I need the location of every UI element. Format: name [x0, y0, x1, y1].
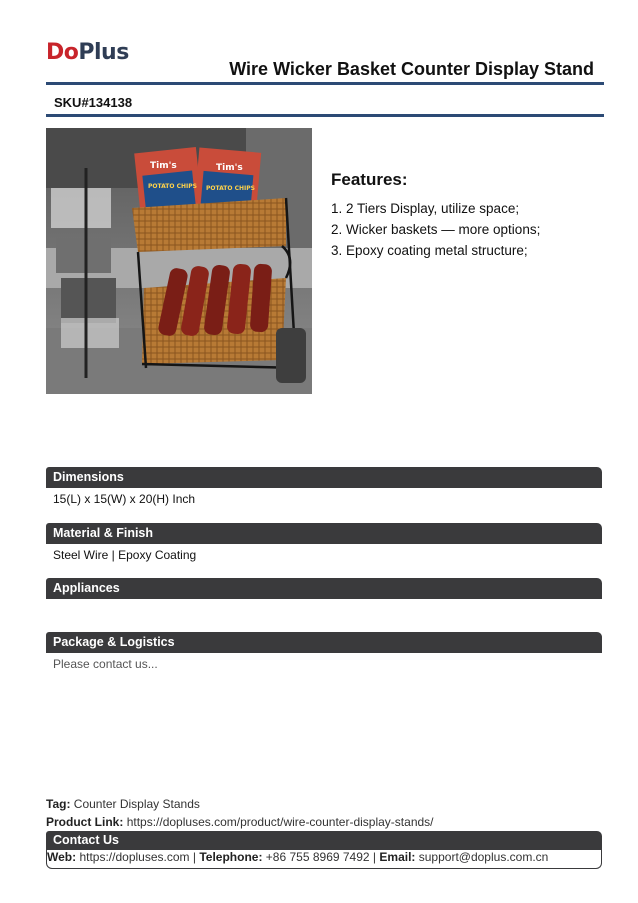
features-block — [331, 170, 601, 261]
separator: | — [372, 850, 377, 864]
contact-header: Contact Us — [46, 831, 602, 850]
sausages — [157, 263, 272, 337]
feature-item: 3. Epoxy coating metal structure; — [331, 243, 528, 258]
sku-label: SKU#134138 — [54, 95, 133, 110]
header-rule — [46, 82, 604, 85]
sku-rule — [46, 114, 604, 117]
page-title: Wire Wicker Basket Counter Display Stand — [229, 59, 594, 79]
logo-plus: Plus — [78, 40, 129, 65]
email-link[interactable]: support@doplus.com.cn — [418, 850, 549, 864]
product-link[interactable]: https://dopluses.com/product/wire-counter-display-stands/ — [126, 815, 434, 829]
product-photo-illustration — [46, 128, 312, 394]
telephone-label: Telephone: — [199, 850, 263, 864]
web-label: Web: — [47, 850, 77, 864]
bottle — [276, 328, 306, 383]
tag-line — [46, 797, 200, 811]
tag-label: Tag: — [46, 797, 71, 811]
web-link[interactable]: https://dopluses.com — [79, 850, 190, 864]
separator: | — [192, 850, 196, 864]
material-value: Steel Wire | Epoxy Coating — [53, 548, 197, 562]
feature-item: 2. Wicker baskets — more options; — [331, 222, 541, 237]
contact-info — [46, 849, 602, 869]
bag-brand-left: Tim's — [150, 161, 177, 171]
telephone-value[interactable]: +86 755 8969 7492 — [265, 850, 370, 864]
tag-value[interactable]: Counter Display Stands — [73, 797, 200, 811]
bag-text-left: POTATO CHIPS — [148, 183, 197, 190]
appliances-header: Appliances — [46, 578, 602, 599]
product-link-label: Product Link: — [46, 815, 124, 829]
package-value: Please contact us... — [53, 657, 158, 671]
features-heading: Features: — [331, 170, 408, 189]
material-header: Material & Finish — [46, 523, 602, 544]
dimensions-header: Dimensions — [46, 467, 602, 488]
product-link-line — [46, 815, 434, 829]
product-photo — [46, 128, 312, 394]
bag-brand-right: Tim's — [216, 163, 243, 173]
bag-text-right: POTATO CHIPS — [206, 185, 255, 192]
logo-do: Do — [46, 40, 79, 65]
package-header: Package & Logistics — [46, 632, 602, 653]
dimensions-value: 15(L) x 15(W) x 20(H) Inch — [53, 492, 196, 506]
side-rack — [51, 168, 119, 378]
email-label: Email: — [379, 850, 416, 864]
feature-item: 1. 2 Tiers Display, utilize space; — [331, 201, 520, 216]
